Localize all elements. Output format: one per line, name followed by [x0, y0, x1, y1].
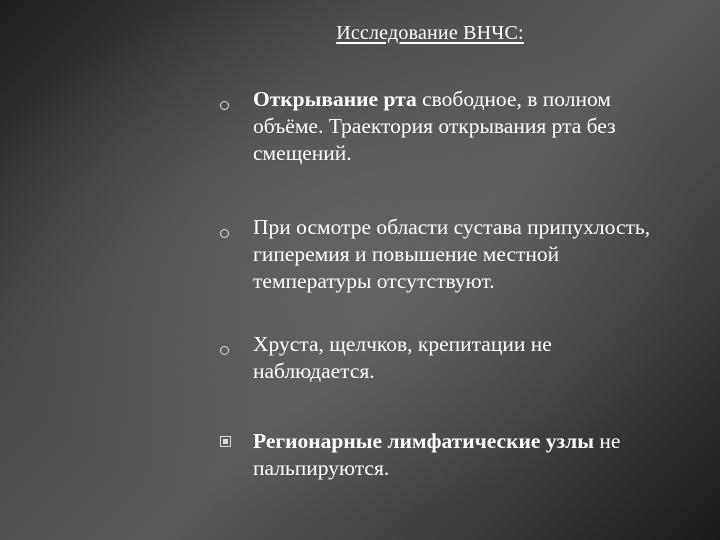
slide-title: Исследование ВНЧС: — [336, 22, 524, 44]
list-item-text: не пальпируются. — [253, 429, 621, 480]
list-item — [253, 214, 673, 295]
list-item — [253, 86, 673, 167]
list-item-bold: Открывание рта — [253, 87, 417, 111]
list-item-text: При осмотре области сустава припухлость, гиперемия и повышение местной температуры отсутствуют. — [253, 215, 651, 293]
list-item-text: Хруста, щелчков, крепитации не наблюдается. — [253, 332, 552, 383]
circle-bullet-icon — [220, 229, 229, 238]
square-bullet-icon — [220, 436, 231, 447]
list-item-bold: Регионарные лимфатические узлы — [253, 429, 594, 453]
list-item — [253, 428, 673, 482]
circle-bullet-icon — [220, 101, 229, 110]
list-item-text: свободное, в полном объёме. Траектория открывания рта без смещений. — [253, 87, 616, 165]
circle-bullet-icon — [220, 346, 229, 355]
list-item — [253, 331, 673, 385]
